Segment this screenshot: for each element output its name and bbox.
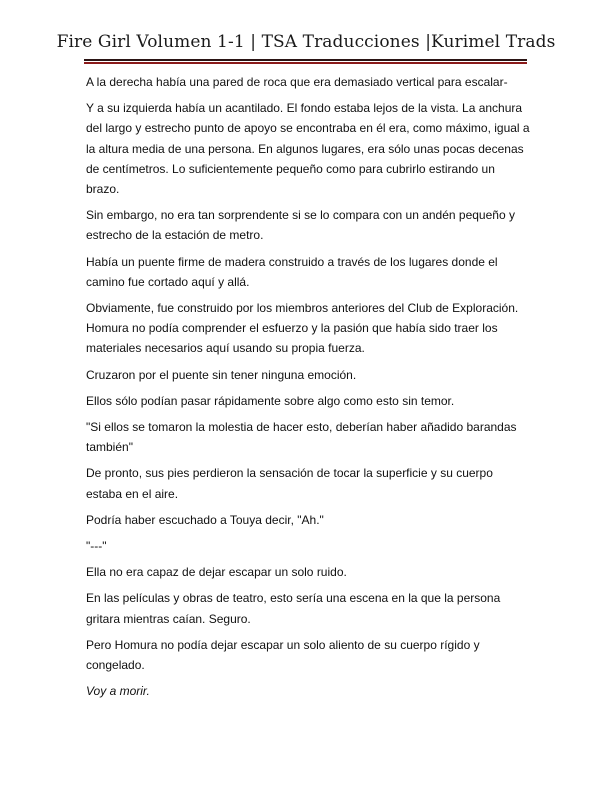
paragraph: De pronto, sus pies perdieron la sensación de tocar la superficie y su cuerpo estaba en el aire. xyxy=(86,466,493,501)
paragraph: Podría haber escuchado a Touya decir, "Ah." xyxy=(86,512,324,527)
paragraph: En las películas y obras de teatro, esto sería una escena en la que la persona gritara mientras caían. Seguro. xyxy=(86,591,501,626)
document-body xyxy=(86,72,530,707)
header-rule-dark xyxy=(84,59,527,61)
paragraph: Ellos sólo podían pasar rápidamente sobre algo como esto sin temor. xyxy=(86,393,455,408)
paragraph: Obviamente, fue construido por los miembros anteriores del Club de Exploración. Homura no podía comprender el esfuerzo y la pasión que había sido traer los materiales necesarios aquí usando su propia fuerza. xyxy=(86,301,519,356)
paragraph: A la derecha había una pared de roca que era demasiado vertical para escalar- xyxy=(86,75,508,89)
paragraph: Ella no era capaz de dejar escapar un solo ruido. xyxy=(86,565,347,580)
paragraph: Y a su izquierda había un acantilado. El fondo estaba lejos de la vista. La anchura del largo y estrecho punto de apoyo se encontraba en él era, como máximo, igual a la altura media de una persona. En algunos lugares, era sólo unas pocas decenas de centímetros. Lo suficientemente pequeño como para cubrirlo estirando un brazo. xyxy=(86,101,530,197)
paragraph: "Si ellos se tomaron la molestia de hacer esto, deberían haber añadido barandas también" xyxy=(86,420,517,455)
paragraph: Pero Homura no podía dejar escapar un solo aliento de su cuerpo rígido y congelado. xyxy=(86,637,480,673)
page-header-title: Fire Girl Volumen 1-1 | TSA Traducciones |Kurimel Trads xyxy=(56,32,556,52)
paragraph: "---" xyxy=(86,539,107,554)
paragraph: Sin embargo, no era tan sorprendente si se lo compara con un andén pequeño y estrecho de la estación de metro. xyxy=(86,208,515,243)
header-rule-red xyxy=(84,62,527,64)
paragraph: Había un puente firme de madera construido a través de los lugares donde el camino fue cortado aquí y allá. xyxy=(86,254,498,289)
paragraph-italic: Voy a morir. xyxy=(86,684,150,699)
paragraph: Cruzaron por el puente sin tener ninguna emoción. xyxy=(86,367,357,382)
